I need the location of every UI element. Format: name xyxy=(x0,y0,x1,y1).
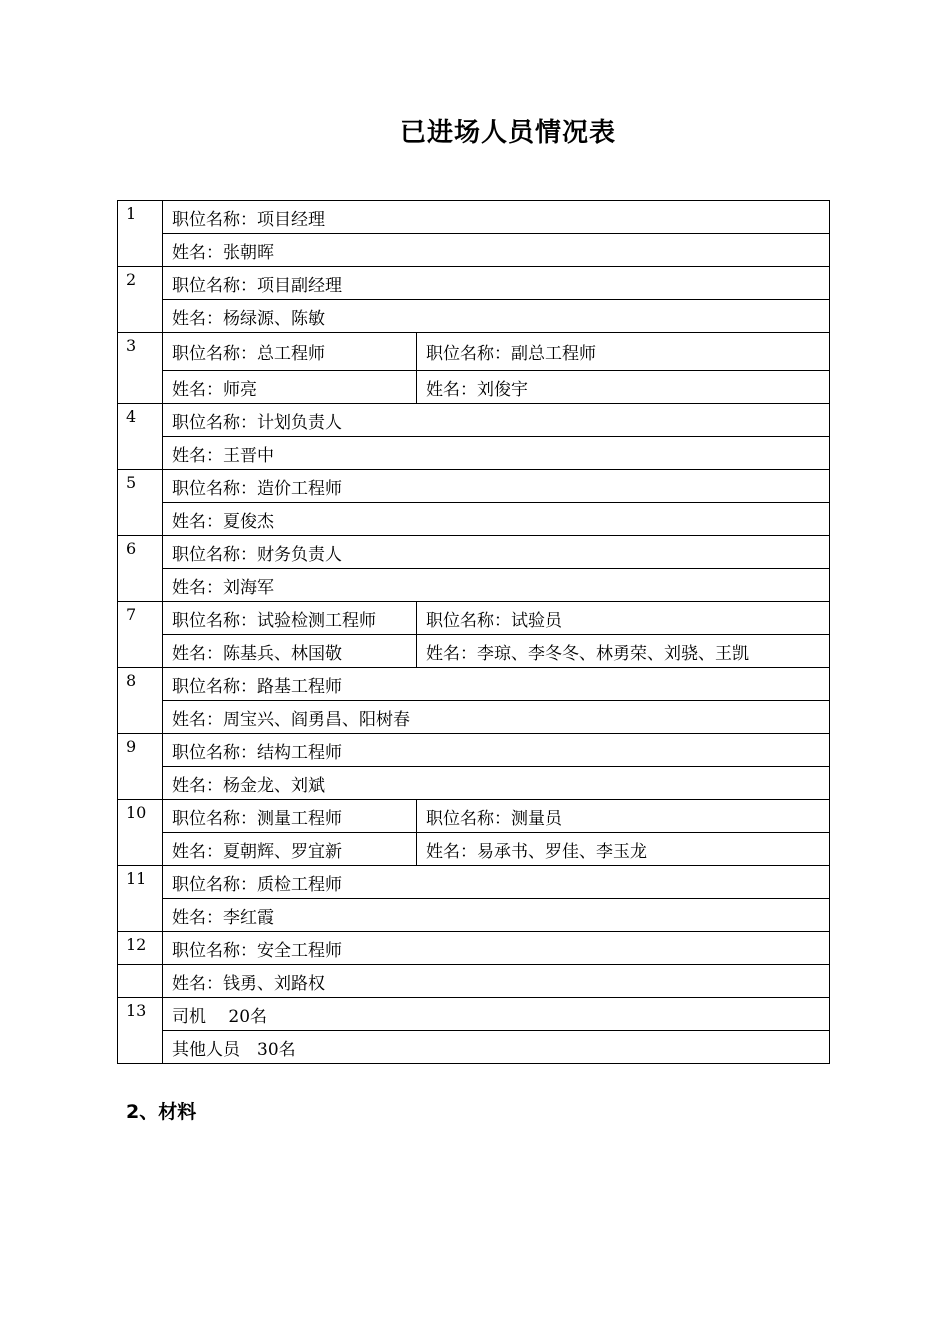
row-number: 12 xyxy=(118,932,163,965)
position-cell: 职位名称：总工程师 xyxy=(163,333,417,371)
position-cell: 职位名称：安全工程师 xyxy=(163,932,830,965)
name-cell: 姓名：钱勇、刘路权 xyxy=(163,965,830,998)
row-number: 5 xyxy=(118,470,163,536)
name-cell: 姓名：刘海军 xyxy=(163,569,830,602)
position-cell: 职位名称：质检工程师 xyxy=(163,866,830,899)
page-title: 已进场人员情况表 xyxy=(399,118,616,148)
row-number: 11 xyxy=(118,866,163,932)
other-staff-count-cell: 其他人员 30名 xyxy=(163,1031,830,1064)
row-number: 8 xyxy=(118,668,163,734)
table-row xyxy=(118,668,830,701)
table-row xyxy=(118,635,830,668)
name-cell: 姓名：夏俊杰 xyxy=(163,503,830,536)
table-row xyxy=(118,536,830,569)
position-cell: 职位名称：试验检测工程师 xyxy=(163,602,417,635)
name-cell: 姓名：夏朝辉、罗宜新 xyxy=(163,833,417,866)
name-cell: 姓名：陈基兵、林国敬 xyxy=(163,635,417,668)
row-number: 7 xyxy=(118,602,163,668)
table-row xyxy=(118,333,830,371)
row-number: 6 xyxy=(118,536,163,602)
table-row xyxy=(118,437,830,470)
name-cell: 姓名：王晋中 xyxy=(163,437,830,470)
name-cell-secondary: 姓名：李琼、李冬冬、林勇荣、刘骁、王凯 xyxy=(417,635,830,668)
table-row xyxy=(118,470,830,503)
position-cell-secondary: 职位名称：测量员 xyxy=(417,800,830,833)
position-cell: 职位名称：项目副经理 xyxy=(163,267,830,300)
table-row xyxy=(118,201,830,234)
table-row xyxy=(118,998,830,1031)
table-row xyxy=(118,602,830,635)
table-row xyxy=(118,371,830,404)
row-number: 3 xyxy=(118,333,163,404)
row-number: 13 xyxy=(118,998,163,1064)
name-cell-secondary: 姓名：刘俊宇 xyxy=(417,371,830,404)
table-row xyxy=(118,932,830,965)
name-cell: 姓名：师亮 xyxy=(163,371,417,404)
position-cell: 职位名称：财务负责人 xyxy=(163,536,830,569)
table-row xyxy=(118,800,830,833)
position-cell: 职位名称：项目经理 xyxy=(163,201,830,234)
row-number: 4 xyxy=(118,404,163,470)
row-number: 1 xyxy=(118,201,163,267)
table-row xyxy=(118,734,830,767)
position-cell: 职位名称：结构工程师 xyxy=(163,734,830,767)
table-row xyxy=(118,866,830,899)
table-row xyxy=(118,503,830,536)
position-cell: 职位名称：路基工程师 xyxy=(163,668,830,701)
position-cell-secondary: 职位名称：试验员 xyxy=(417,602,830,635)
name-cell-secondary: 姓名：易承书、罗佳、李玉龙 xyxy=(417,833,830,866)
driver-count-cell: 司机 20名 xyxy=(163,998,830,1031)
position-cell: 职位名称：测量工程师 xyxy=(163,800,417,833)
personnel-table xyxy=(117,200,830,1064)
name-cell: 姓名：李红霞 xyxy=(163,899,830,932)
row-number: 2 xyxy=(118,267,163,333)
table-row xyxy=(118,300,830,333)
table-row xyxy=(118,234,830,267)
table-row xyxy=(118,833,830,866)
position-cell: 职位名称：造价工程师 xyxy=(163,470,830,503)
table-row xyxy=(118,569,830,602)
table-row xyxy=(118,965,830,998)
name-cell: 姓名：张朝晖 xyxy=(163,234,830,267)
table-row xyxy=(118,1031,830,1064)
name-cell: 姓名：杨金龙、刘斌 xyxy=(163,767,830,800)
table-row xyxy=(118,899,830,932)
section-heading: 2、材料 xyxy=(126,1101,197,1123)
row-number: 10 xyxy=(118,800,163,866)
name-cell: 姓名：周宝兴、阎勇昌、阳树春 xyxy=(163,701,830,734)
position-cell: 职位名称：计划负责人 xyxy=(163,404,830,437)
table-row xyxy=(118,767,830,800)
name-cell: 姓名：杨绿源、陈敏 xyxy=(163,300,830,333)
position-cell-secondary: 职位名称：副总工程师 xyxy=(417,333,830,371)
row-number: 9 xyxy=(118,734,163,800)
table-row xyxy=(118,267,830,300)
table-row xyxy=(118,404,830,437)
table-row xyxy=(118,701,830,734)
empty-number-cell xyxy=(118,965,163,998)
